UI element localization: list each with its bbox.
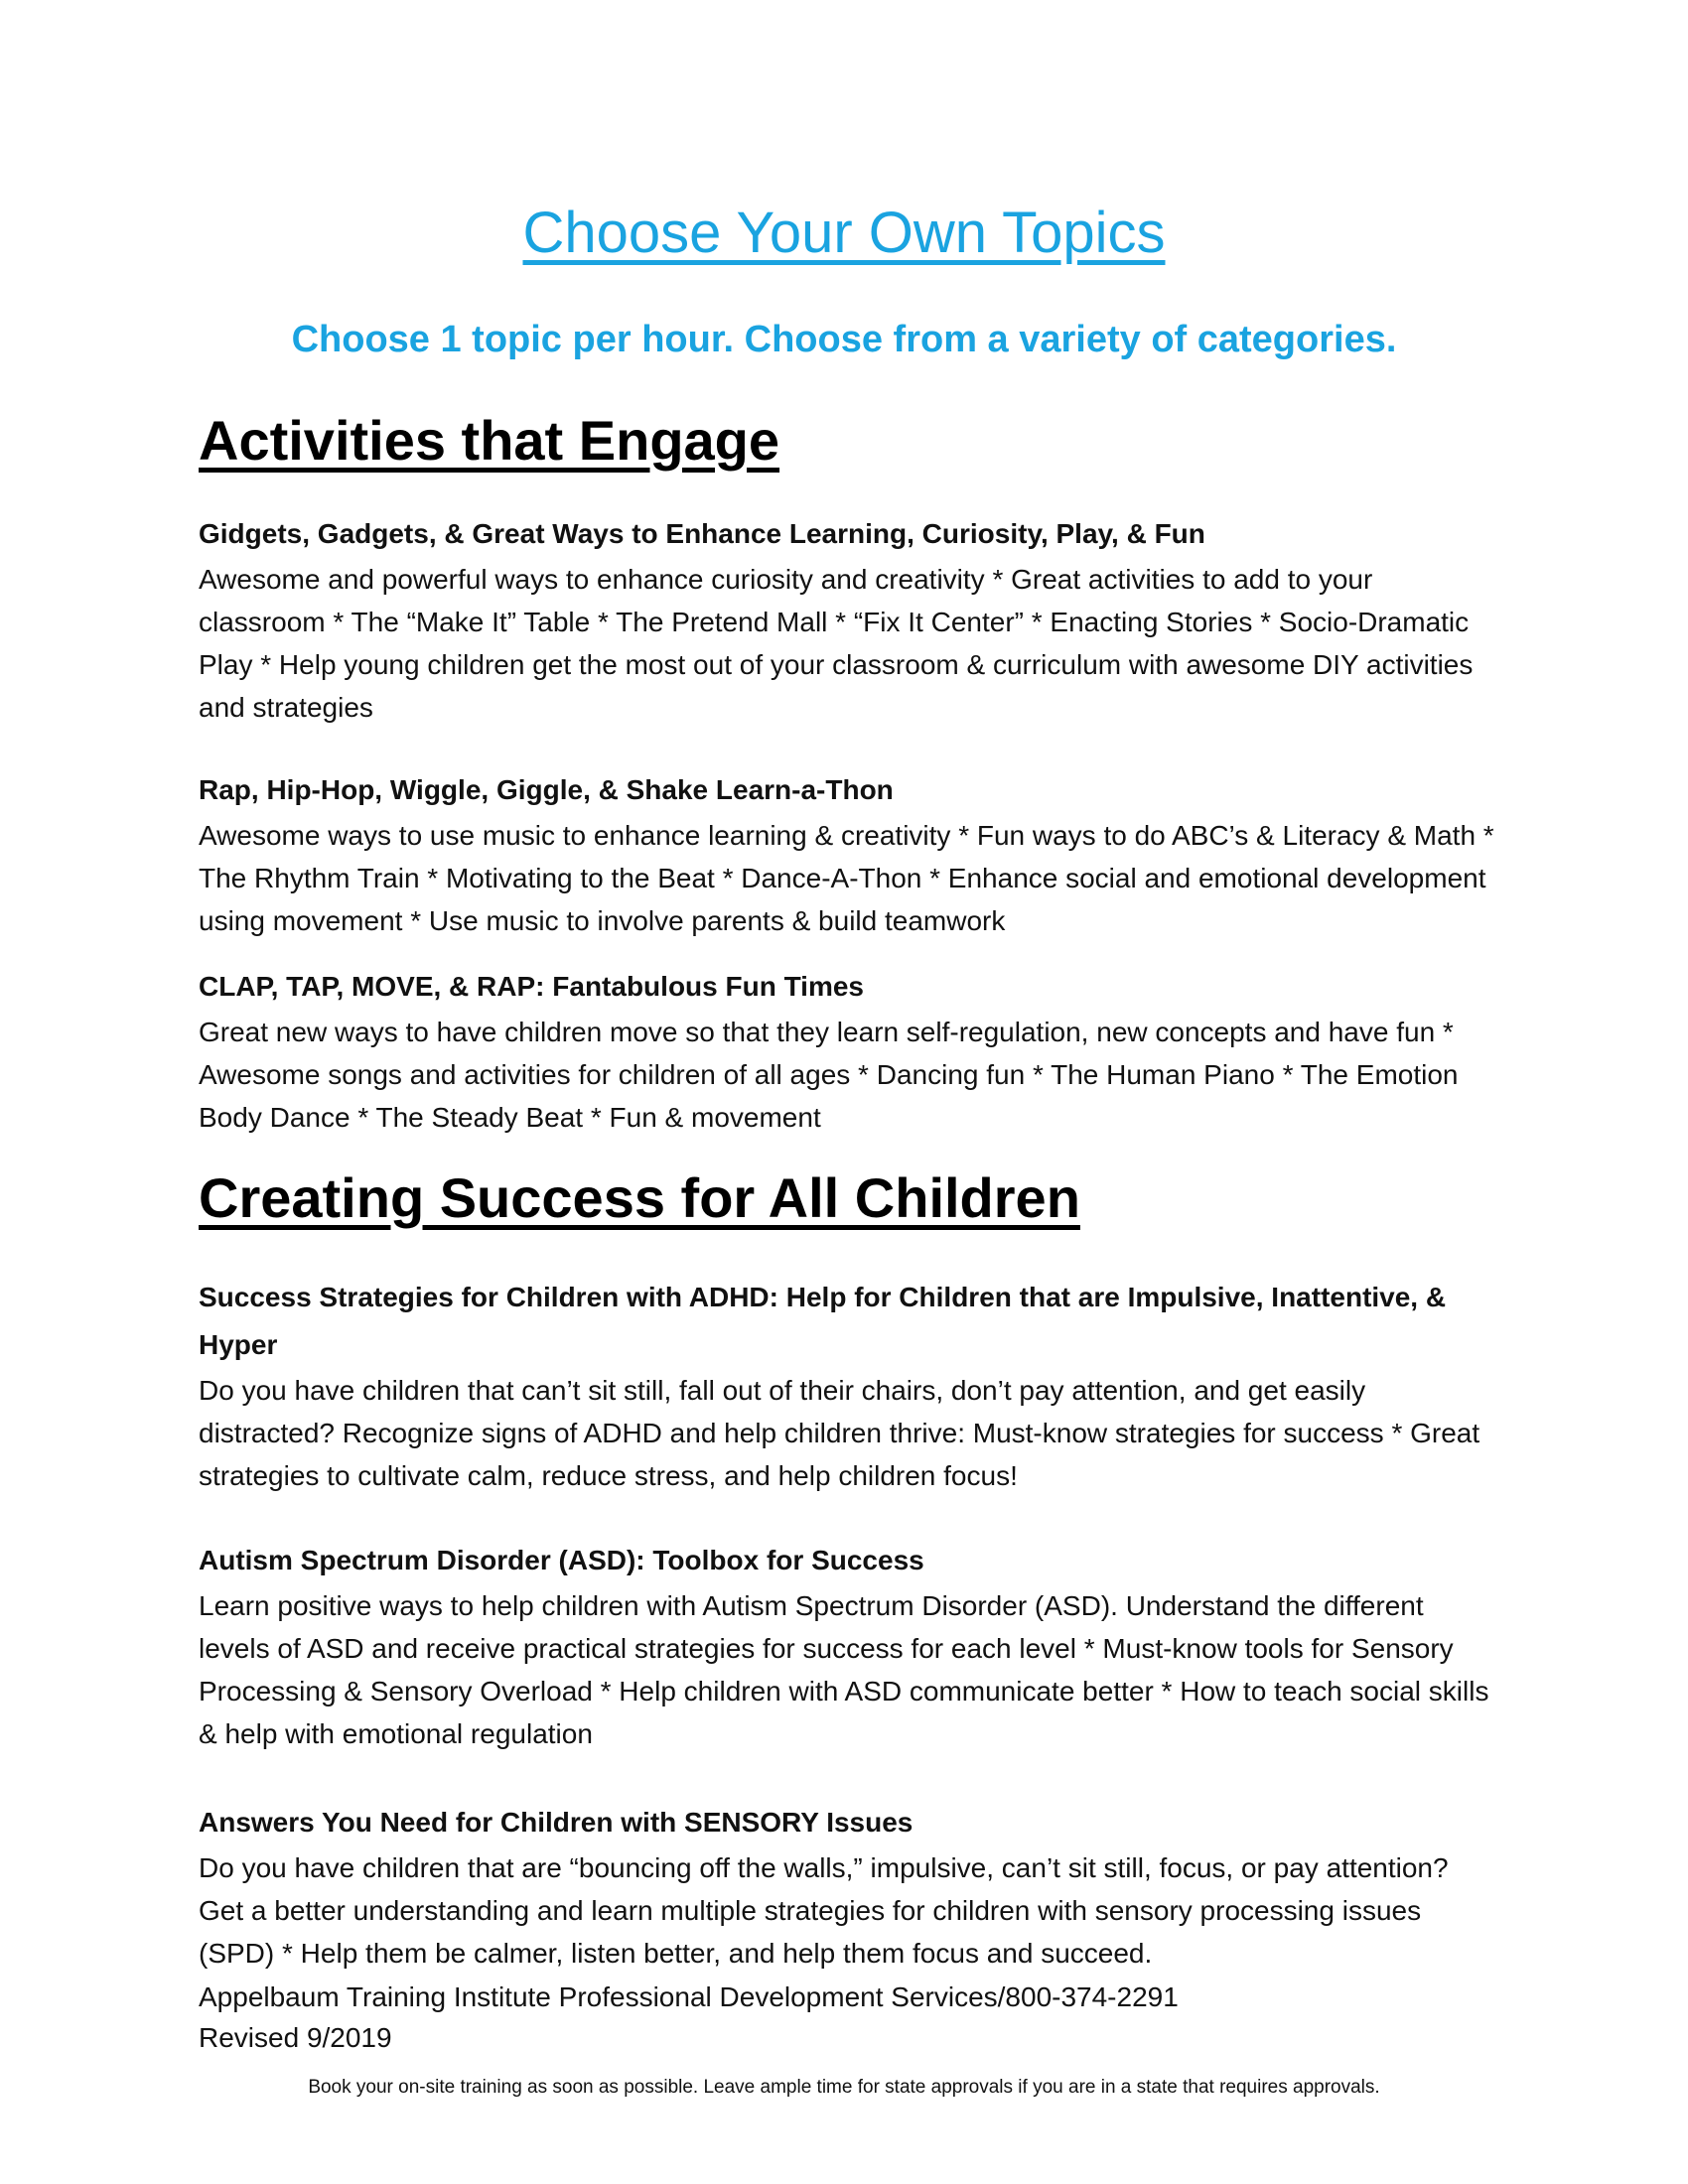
topic-item	[199, 1537, 1499, 1755]
topic-item	[199, 766, 1499, 942]
topic-description: Do you have children that are “bouncing off the walls,” impulsive, can’t sit still, focus, or pay attention? Get a better understanding and learn multiple strategies for children with sensory processing issues (SPD) * Help them be calmer, listen better, and help them focus and succeed.	[199, 1852, 1449, 1969]
topic-title: Autism Spectrum Disorder (ASD): Toolbox for Success	[199, 1545, 924, 1575]
topic-description: Do you have children that can’t sit still, fall out of their chairs, don’t pay attention, and get easily distracted? Recognize signs of ADHD and help children thrive: Must-know strategies for success * Great strategies to cultivate calm, reduce stress, and help children focus!	[199, 1375, 1480, 1491]
topic-description: Awesome ways to use music to enhance learning & creativity * Fun ways to do ABC’s & Literacy & Math * The Rhythm Train * Motivating to the Beat * Dance-A-Thon * Enhance social and emotional development using movement * Use music to involve parents & build teamwork	[199, 820, 1494, 936]
section-heading-success: Creating Success for All Children	[199, 1166, 1080, 1229]
page-subtitle: Choose 1 topic per hour. Choose from a variety of categories.	[291, 319, 1397, 360]
topic-title: Rap, Hip-Hop, Wiggle, Giggle, & Shake Learn-a-Thon	[199, 774, 894, 805]
topic-description: Learn positive ways to help children with Autism Spectrum Disorder (ASD). Understand the different levels of ASD and receive practical strategies for success for each level * Must-know tools for Sensory Processing & Sensory Overload * Help children with ASD communicate better * How to teach social skills & help with emotional regulation	[199, 1590, 1489, 1749]
footer-revised: Revised 9/2019	[199, 2022, 392, 2053]
topic-title: Success Strategies for Children with ADHD: Help for Children that are Impulsive, Inattentive, & Hyper	[199, 1282, 1447, 1360]
topic-description: Great new ways to have children move so that they learn self-regulation, new concepts and have fun * Awesome songs and activities for children of all ages * Dancing fun * The Human Piano * The Emotion Body Dance * The Steady Beat * Fun & movement	[199, 1017, 1459, 1133]
section-heading-activities: Activities that Engage	[199, 409, 780, 472]
page-title: Choose Your Own Topics	[522, 201, 1166, 265]
topic-item	[199, 510, 1499, 729]
topic-title: Answers You Need for Children with SENSORY Issues	[199, 1807, 914, 1838]
topic-title: Gidgets, Gadgets, & Great Ways to Enhance Learning, Curiosity, Play, & Fun	[199, 518, 1205, 549]
footer-organization: Appelbaum Training Institute Professional Development Services/800-374-2291	[199, 1981, 1179, 2012]
topic-item	[199, 963, 1499, 1139]
topic-description: Awesome and powerful ways to enhance curiosity and creativity * Great activities to add to your classroom * The “Make It” Table * The Pretend Mall * “Fix It Center” * Enacting Stories * Socio-Dramatic Play * Help young children get the most out of your classroom & curriculum with awesome DIY activities and strategies	[199, 564, 1474, 723]
topic-item	[199, 1274, 1499, 1497]
booking-note: Book your on-site training as soon as possible. Leave ample time for state approvals if you are in a state that requires approvals.	[308, 2077, 1380, 2098]
topic-title: CLAP, TAP, MOVE, & RAP: Fantabulous Fun Times	[199, 971, 865, 1002]
topic-item	[199, 1799, 1499, 1975]
